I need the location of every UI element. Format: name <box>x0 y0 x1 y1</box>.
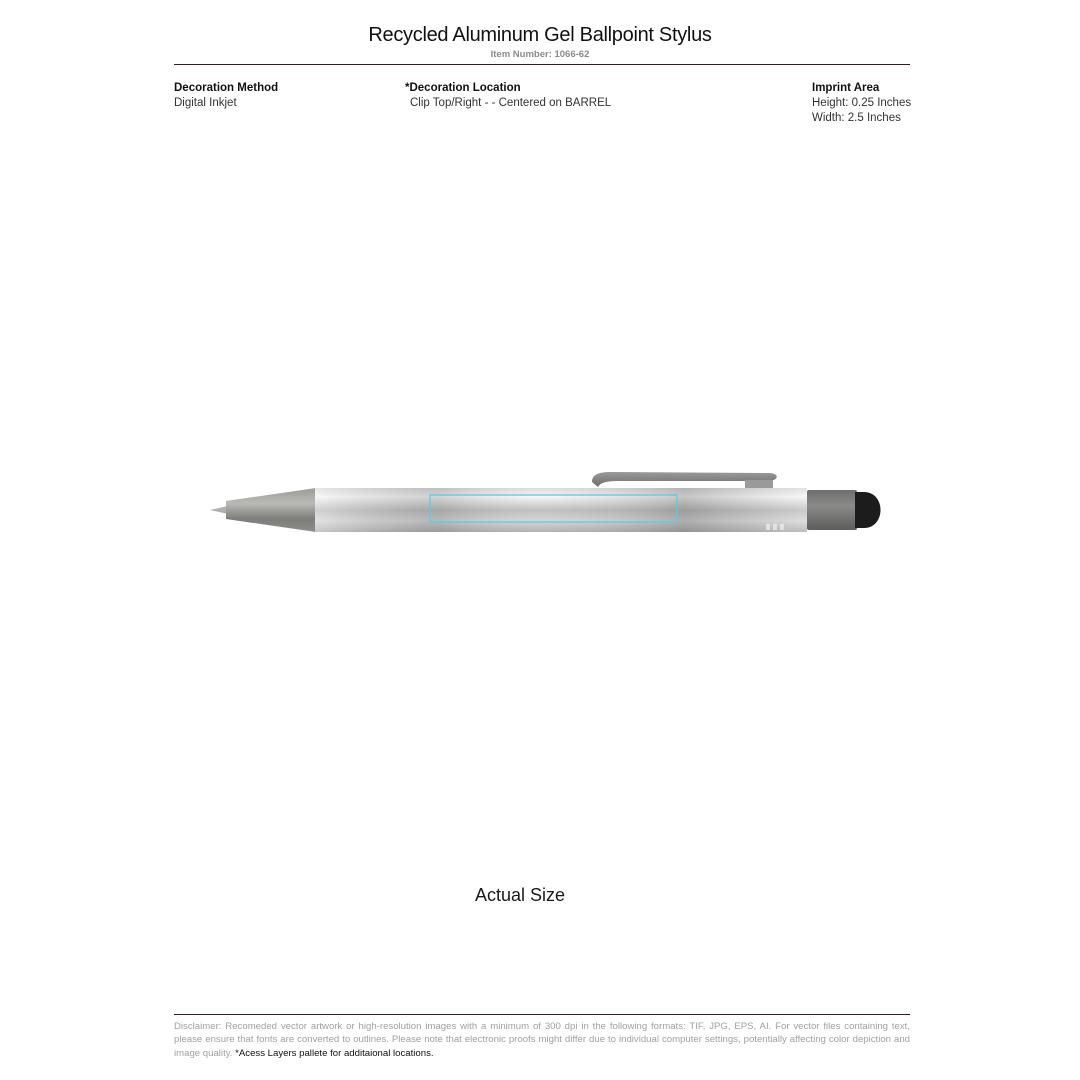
decoration-location-heading: *Decoration Location <box>405 82 521 94</box>
pen-stylus-icon <box>200 460 900 550</box>
decoration-method-heading: Decoration Method <box>174 82 279 94</box>
item-number: Item Number: 1066-62 <box>490 49 590 60</box>
footer-divider <box>174 1014 910 1015</box>
imprint-width-value: Width: 2.5 Inches <box>812 112 901 124</box>
pen-nose-cone <box>226 488 316 532</box>
imprint-area-section <box>812 81 911 126</box>
disclaimer-text <box>174 1020 910 1060</box>
decoration-location-section <box>405 81 611 111</box>
stylus-tip <box>855 492 881 528</box>
pen-tip <box>210 506 228 514</box>
decoration-method-value: Digital Inkjet <box>174 97 237 109</box>
layers-note: *Acess Layers pallete for additaional locations. <box>235 1047 434 1059</box>
actual-size-label: Actual Size <box>474 885 566 905</box>
page-title: Recycled Aluminum Gel Ballpoint Stylus <box>368 24 712 46</box>
pen-collar <box>807 490 857 530</box>
header-divider <box>174 64 910 65</box>
imprint-area-heading: Imprint Area <box>812 82 880 94</box>
decoration-method-section <box>174 81 278 111</box>
product-image <box>200 460 900 550</box>
imprint-height-value: Height: 0.25 Inches <box>812 97 912 109</box>
disclaimer-body: Disclaimer: Recomeded vector artwork or high-resolution images with a minimum of 300 dpi in the following formats: TIF, JPG, EPS, AI. For vector files containing text, please ensure that fonts are converted to outlines. Please note that electronic proofs might differ due to individual computer settings, potentially affecting color depiction and image quality. <box>174 1021 910 1059</box>
decoration-location-value: Clip Top/Right - - Centered on BARREL <box>410 97 612 109</box>
